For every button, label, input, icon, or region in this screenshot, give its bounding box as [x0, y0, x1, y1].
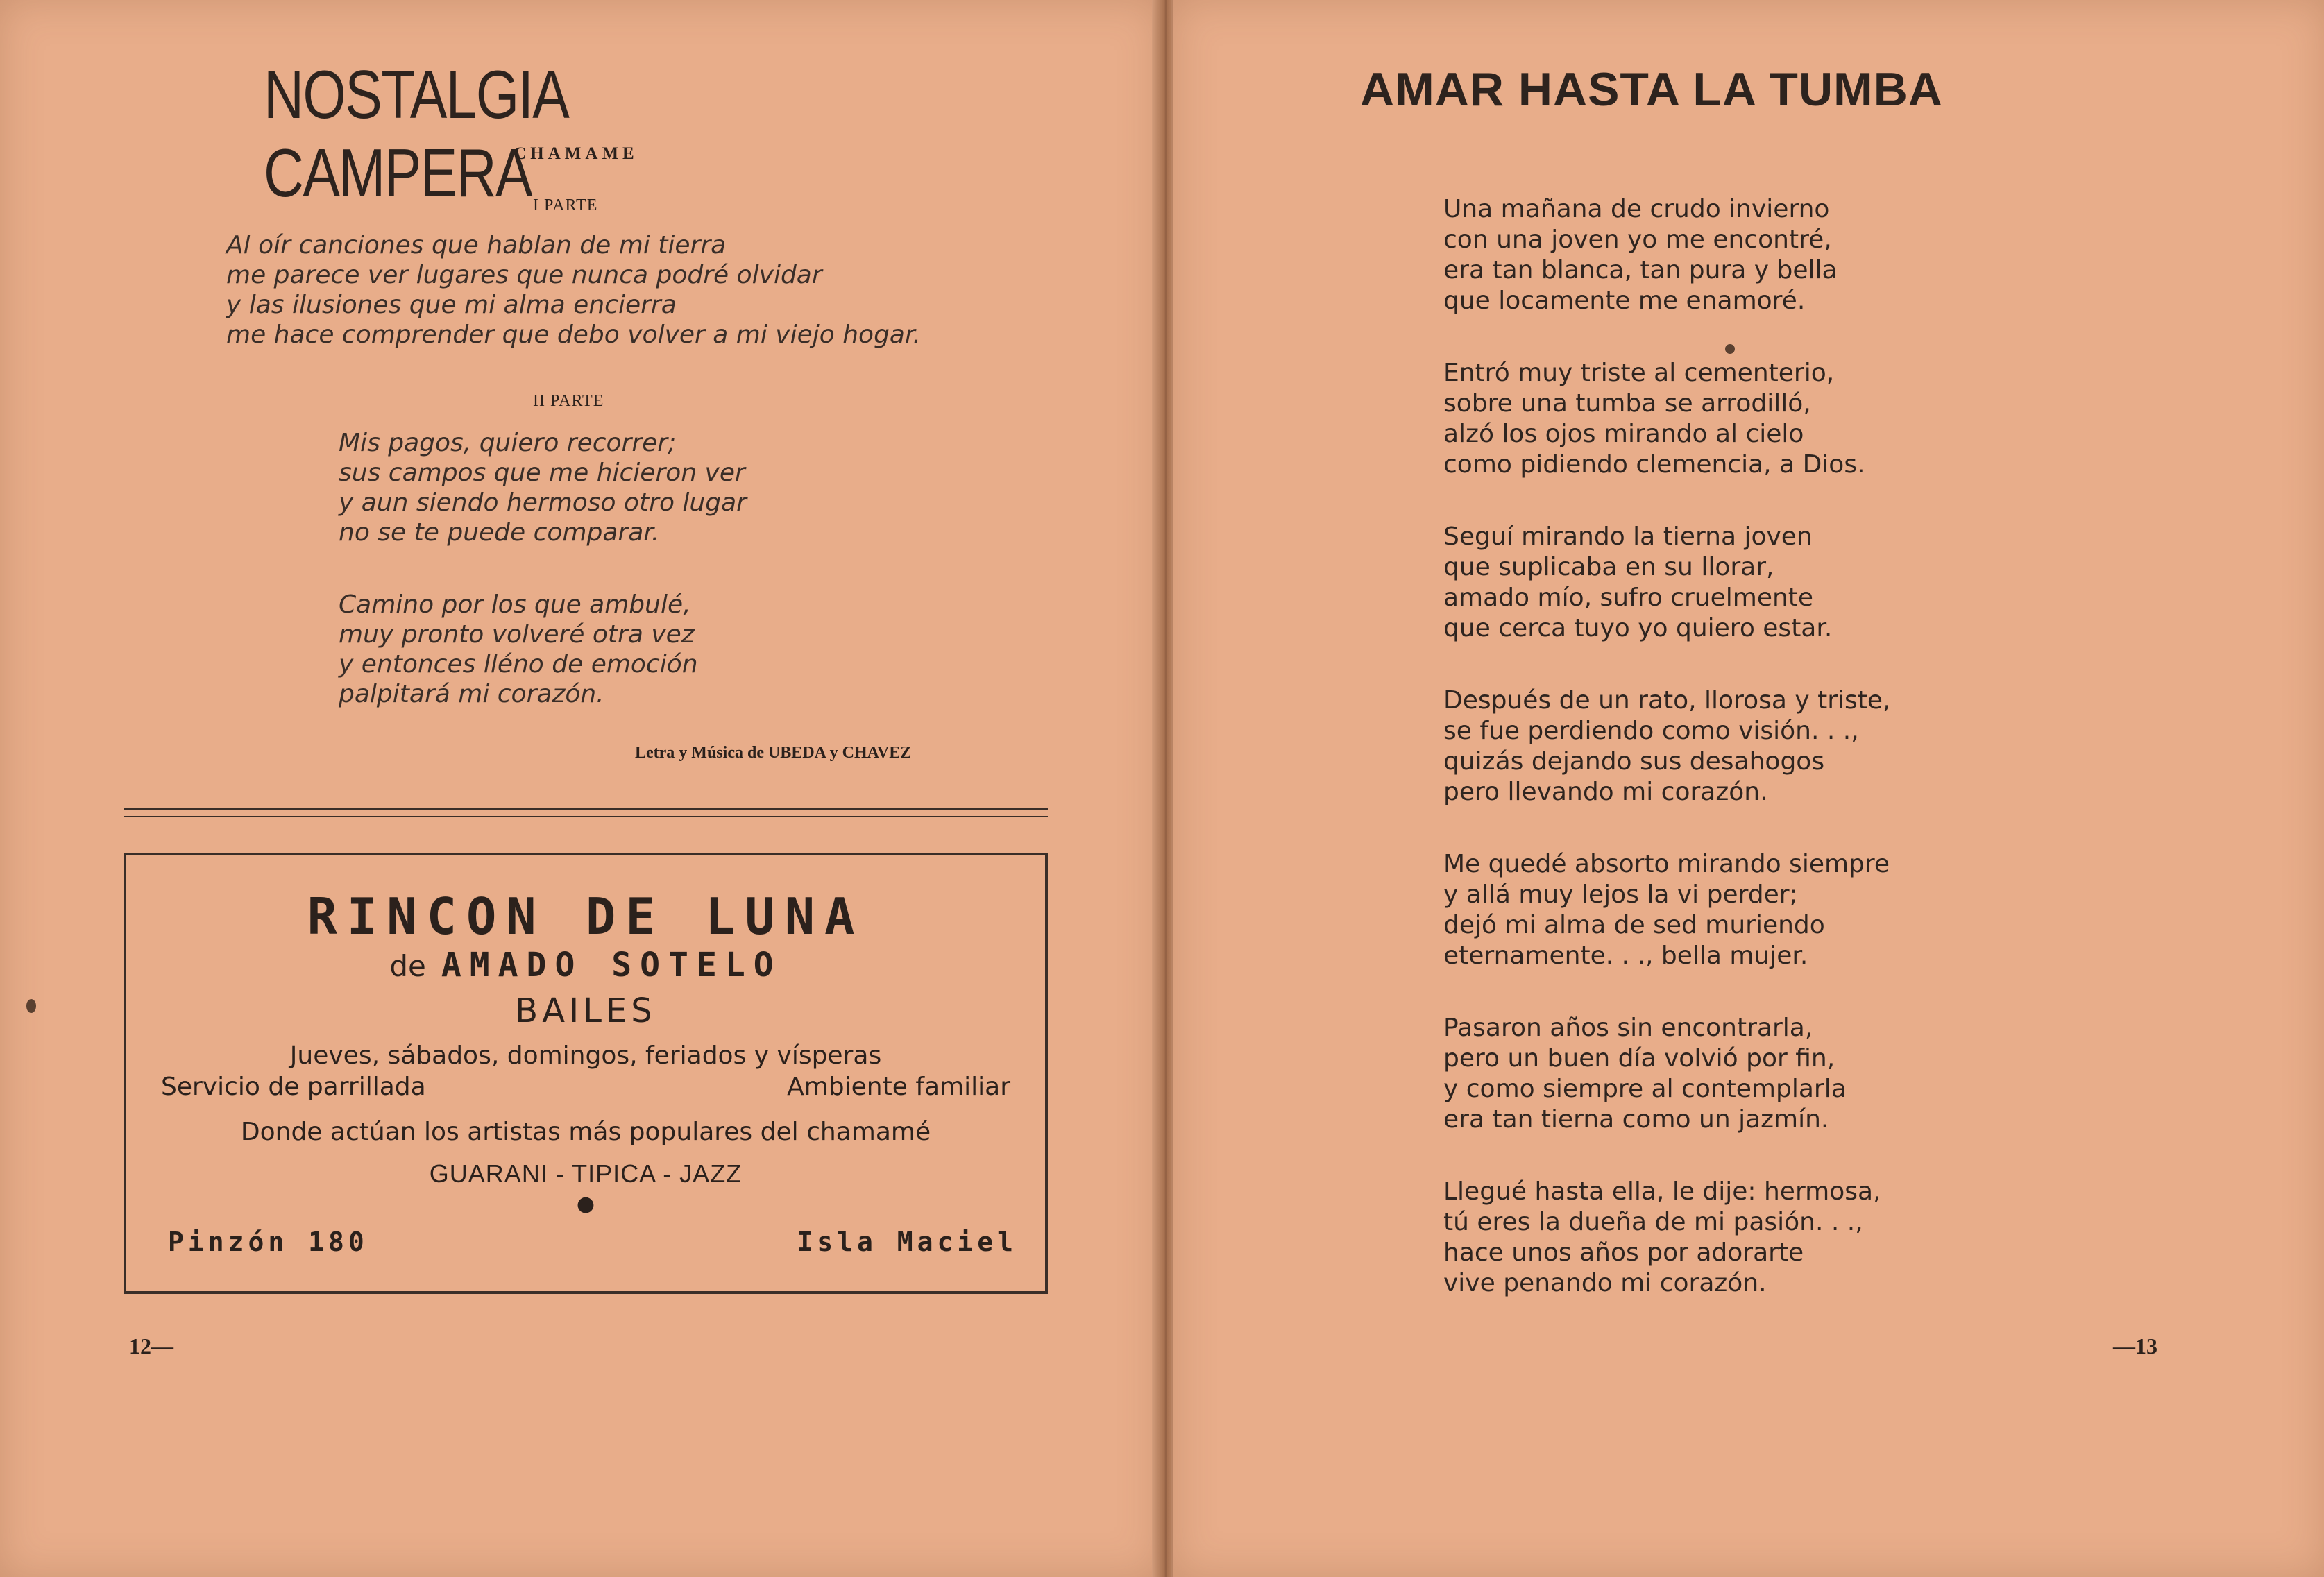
part-one-verse: Al oír canciones que hablan de mi tierra me parece ver lugares que nunca podré olvidar y las ilusiones que mi alma encierra me hace comprender que debo volver a mi viejo hogar.	[226, 231, 921, 349]
stanza-6: Pasaron años sin encontrarla, pero un buen día volvió por fin, y como siempre al contemplarla era tan tierna como un jazmín.	[1443, 1014, 1847, 1134]
ad-place: Isla Maciel	[797, 1227, 1017, 1257]
part-two-heading: II PARTE	[533, 392, 604, 410]
ad-owner-name: AMADO SOTELO	[441, 946, 782, 984]
stanza-7: Llegué hasta ella, le dije: hermosa, tú eres la dueña de mi pasión. . ., hace unos años por adorarte vive penando mi corazón.	[1443, 1177, 1881, 1297]
ad-address: Pinzón 180	[168, 1227, 368, 1257]
ad-bullet: ●	[576, 1192, 595, 1216]
song-title-nostalgia-campera: NOSTALGIA CAMPERA	[264, 56, 566, 211]
ad-subtitle: BAILES	[515, 991, 656, 1030]
stanza-3: Seguí mirando la tierna joven que suplicaba en su llorar, amado mío, sufro cruelmente que cerca tuyo yo quiero estar.	[1443, 522, 1833, 642]
part-two-verse-a: Mis pagos, quiero recorrer; sus campos que me hicieron ver y aun siendo hermoso otro lugar no se te puede comparar.	[339, 429, 747, 547]
divider-rule-bottom	[124, 816, 1048, 817]
part-one-heading: I PARTE	[533, 196, 598, 214]
ad-owner	[126, 946, 1045, 984]
stanza-4: Después de un rato, llorosa y triste, se fue perdiendo como visión. . ., quizás dejando sus desahogos pero llevando mi corazón.	[1443, 686, 1891, 806]
ad-days: Jueves, sábados, domingos, feriados y vísperas	[289, 1041, 882, 1070]
stanza-1: Una mañana de crudo invierno con una joven yo me encontré, era tan blanca, tan pura y bella que locamente me enamoré.	[1443, 195, 1838, 315]
page-number-right: —13	[2113, 1333, 2157, 1358]
song-credit: Letra y Música de UBEDA y CHAVEZ	[635, 744, 912, 762]
paper-blemish-left	[26, 999, 36, 1013]
ad-title: RINCON DE LUNA	[307, 887, 865, 946]
divider-rule-top	[124, 808, 1048, 810]
part-two-verse-b: Camino por los que ambulé, muy pronto volveré otra vez y entonces lléno de emoción palpitará mi corazón.	[339, 590, 698, 708]
ad-service-left: Servicio de parrillada	[161, 1073, 426, 1101]
ad-music-genres: GUARANI - TIPICA - JAZZ	[429, 1159, 743, 1188]
paper-blemish-right	[1725, 344, 1735, 354]
advertisement-box	[124, 853, 1048, 1294]
ad-artists: Donde actúan los artistas más populares del chamamé	[240, 1118, 931, 1146]
stanza-5: Me quedé absorto mirando siempre y allá muy lejos la vi perder; dejó mi alma de sed muriendo eternamente. . ., bella mujer.	[1443, 850, 1890, 970]
ad-service-right: Ambiente familiar	[787, 1073, 1010, 1101]
ad-owner-prefix: de	[389, 949, 426, 983]
genre-label: CHAMAME	[514, 144, 638, 163]
song-title-amar-hasta-la-tumba: AMAR HASTA LA TUMBA	[1360, 63, 1943, 116]
page-number-left: 12—	[129, 1333, 173, 1358]
stanza-2: Entró muy triste al cementerio, sobre una tumba se arrodilló, alzó los ojos mirando al cielo como pidiendo clemencia, a Dios.	[1443, 359, 1865, 479]
